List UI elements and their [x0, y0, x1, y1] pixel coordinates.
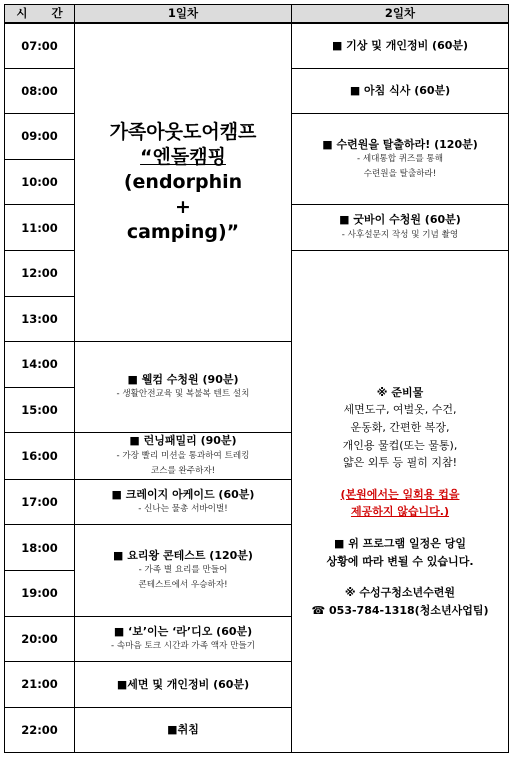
time-cell: 17:00	[5, 479, 75, 525]
day1-activity-running-family	[75, 433, 292, 479]
time-cell: 11:00	[5, 205, 75, 251]
activity-desc: - 신나는 물총 서바이벌!	[138, 504, 228, 515]
warning-line: 제공하지 않습니다.)	[350, 505, 450, 519]
camp-title-line: “엔돌캠핑	[140, 145, 226, 168]
time-cell: 21:00	[5, 662, 75, 708]
activity-title: ■ 수련원을 탈출하라! (120분)	[322, 137, 478, 151]
phone-number: ☎ 053-784-1318(청소년사업팀)	[311, 603, 489, 617]
day2-activity-goodbye	[292, 205, 509, 251]
day1-activity-radio	[75, 616, 292, 662]
activity-title: ■ 크레이지 아케이드 (60분)	[111, 487, 255, 501]
camp-title-cell	[75, 23, 292, 342]
time-cell: 19:00	[5, 570, 75, 616]
time-cell: 16:00	[5, 433, 75, 479]
activity-desc: 수련원을 탈출하라!	[363, 168, 437, 179]
activity-desc: - 속마음 토크 시간과 가족 액자 만들기	[110, 641, 255, 652]
schedule-table	[4, 4, 509, 753]
camp-title-line: camping)”	[126, 220, 240, 243]
activity-desc: - 생활안전교육 및 복불복 텐트 설치	[116, 389, 250, 400]
time-cell: 07:00	[5, 23, 75, 69]
activity-desc: 콘테스트에서 우승하자!	[138, 580, 228, 591]
day1-activity-cooking	[75, 525, 292, 616]
time-cell: 13:00	[5, 296, 75, 342]
time-cell: 09:00	[5, 114, 75, 160]
header-row	[5, 5, 509, 23]
header-day2: 2일차	[292, 5, 509, 23]
activity-title: ■ ‘보’이는 ‘라’디오 (60분)	[113, 624, 253, 638]
activity-title: ■ 요리왕 콘테스트 (120분)	[113, 548, 253, 562]
time-cell: 18:00	[5, 525, 75, 571]
change-line: ■ 위 프로그램 일정은 당일	[334, 537, 466, 551]
day2-activity-breakfast	[292, 68, 509, 114]
header-day1: 1일차	[75, 5, 292, 23]
activity-title: ■ 웰컴 수청원 (90분)	[127, 373, 239, 387]
org-name: ※ 수성구청소년수련원	[344, 586, 456, 600]
activity-title: ■ 굿바이 수청원 (60분)	[339, 213, 461, 227]
header-time: 시 간	[5, 5, 75, 23]
prep-title: ※ 준비물	[376, 385, 424, 399]
camp-title-line: 가족아웃도어캠프	[109, 120, 257, 143]
day1-activity-welcome	[75, 342, 292, 433]
time-cell: 15:00	[5, 387, 75, 433]
prep-line: 얇은 외투 등 필히 지참!	[342, 456, 458, 470]
activity-desc: - 세대통합 퀴즈를 통해	[356, 153, 443, 164]
time-cell: 12:00	[5, 250, 75, 296]
day2-activity-wakeup	[292, 23, 509, 69]
day2-activity-escape	[292, 114, 509, 205]
time-cell: 10:00	[5, 159, 75, 205]
activity-title: ■ 아침 식사 (60분)	[349, 84, 451, 98]
day1-activity-sleep	[75, 707, 292, 753]
prep-line: 운동화, 간편한 복장,	[350, 421, 450, 435]
activity-desc: 코스를 완주하자!	[150, 465, 216, 476]
notes-cell	[292, 250, 509, 752]
activity-desc: - 사후설문지 작성 및 기념 촬영	[341, 229, 459, 240]
prep-line: 세면도구, 여벌옷, 수건,	[343, 403, 457, 417]
camp-title-line: +	[175, 195, 191, 218]
camp-title-line: (endorphin	[123, 170, 243, 193]
time-cell: 14:00	[5, 342, 75, 388]
activity-desc: - 가족 별 요리를 만들어	[138, 565, 228, 576]
activity-desc: - 가장 빨리 미션을 통과하여 트레킹	[116, 450, 250, 461]
time-cell: 22:00	[5, 707, 75, 753]
prep-line: 개인용 물컵(또는 물통),	[342, 438, 458, 452]
activity-title: ■세면 및 개인정비 (60분)	[116, 677, 250, 691]
row-0700	[5, 23, 509, 69]
day1-activity-crazy-arcade	[75, 479, 292, 525]
time-cell: 08:00	[5, 68, 75, 114]
time-cell: 20:00	[5, 616, 75, 662]
day1-activity-wash	[75, 662, 292, 708]
change-line: 상황에 따라 변될 수 있습니다.	[326, 554, 474, 568]
activity-title: ■취침	[167, 723, 199, 737]
activity-title: ■ 런닝패밀리 (90분)	[129, 434, 237, 448]
warning-line: (본원에서는 일회용 컵을	[340, 487, 460, 501]
activity-title: ■ 기상 및 개인정비 (60분)	[331, 38, 469, 52]
